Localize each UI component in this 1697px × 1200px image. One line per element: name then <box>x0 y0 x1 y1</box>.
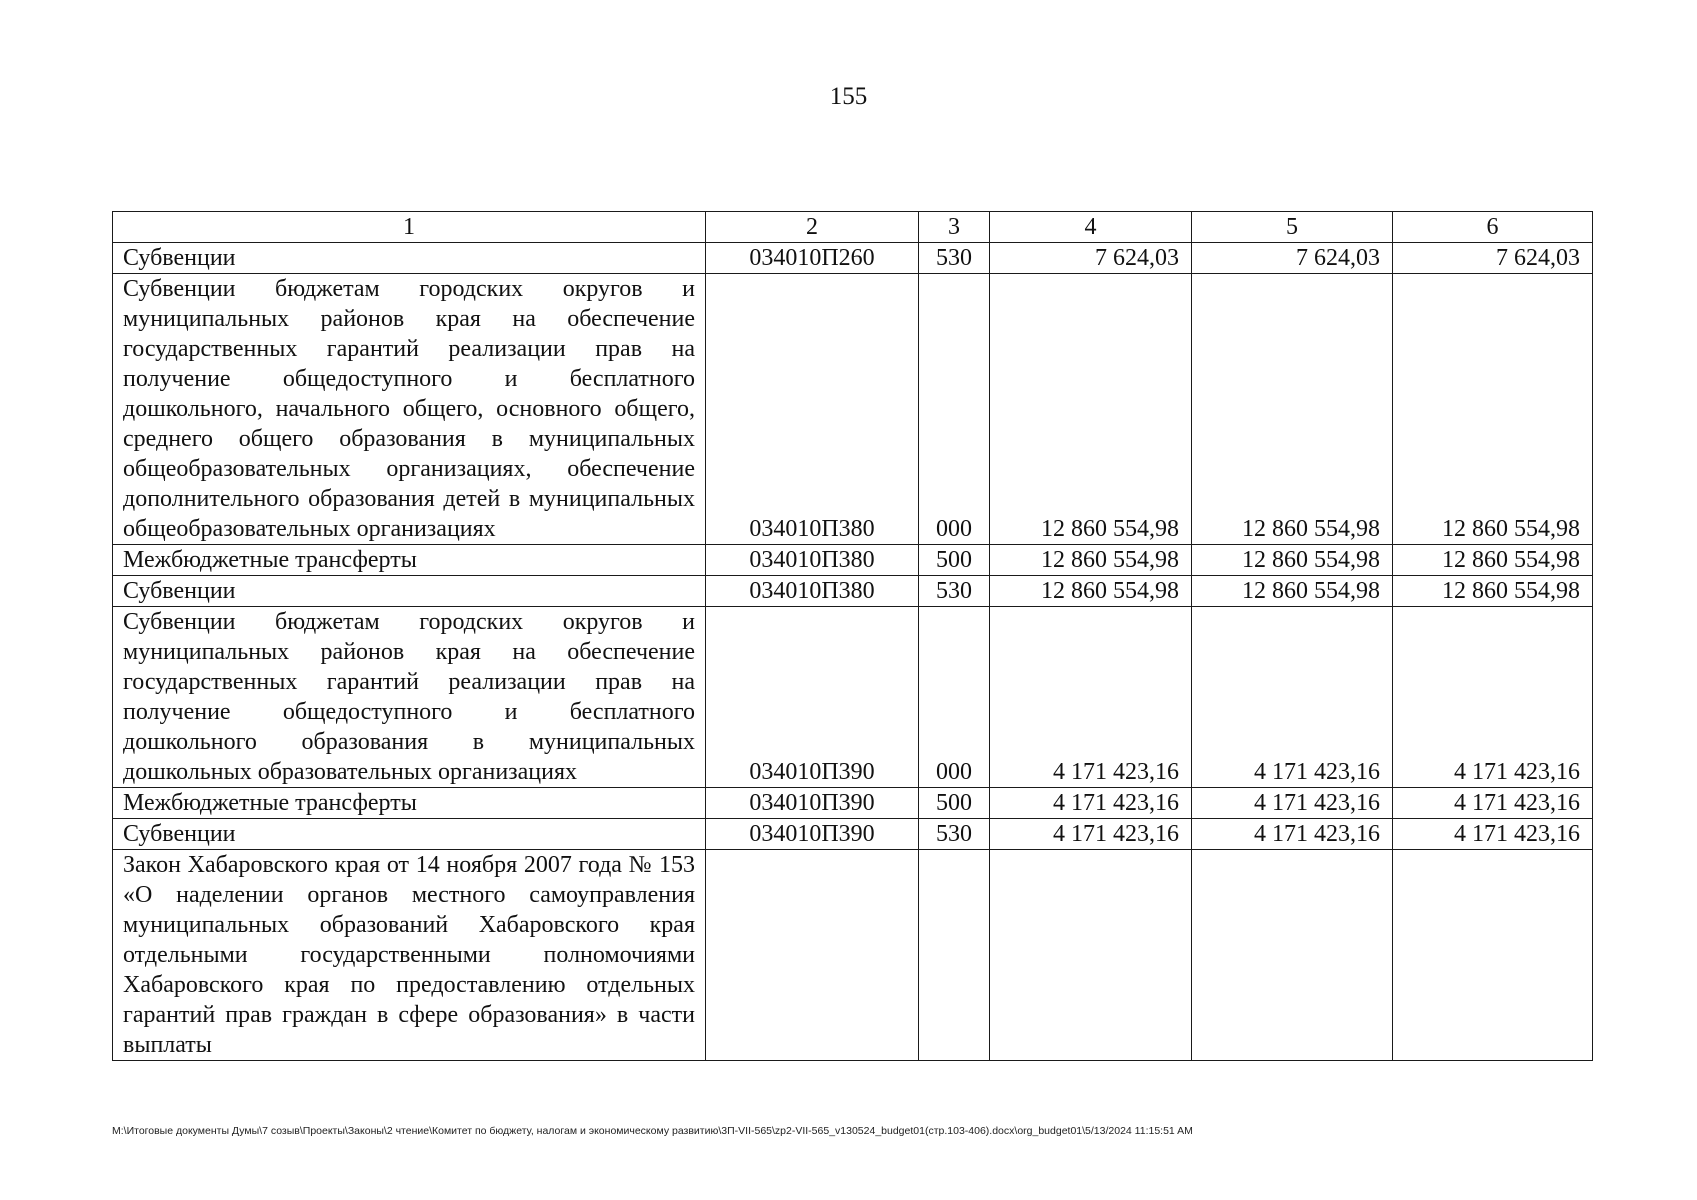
row-amount-4 <box>990 850 1192 1061</box>
row-amount-5: 12 860 554,98 <box>1192 576 1393 607</box>
table-header-row <box>113 212 1593 243</box>
row-amount-4: 12 860 554,98 <box>990 576 1192 607</box>
table-row <box>113 819 1593 850</box>
row-expense-type: 500 <box>919 545 990 576</box>
row-amount-6: 4 171 423,16 <box>1393 819 1593 850</box>
row-code: 034010П380 <box>706 274 919 545</box>
row-name: Закон Хабаровского края от 14 ноября 2007 года № 153 «О наделении органов местного самоуправления муниципальных образований Хабаровского края отдельными государственными полномочиями Хабаровского края по предоставлению отдельных гарантий прав граждан в сфере образования» в части выплаты <box>113 850 706 1061</box>
row-expense-type: 000 <box>919 607 990 788</box>
row-amount-5: 12 860 554,98 <box>1192 274 1393 545</box>
row-expense-type: 530 <box>919 243 990 274</box>
row-name: Субвенции <box>113 819 706 850</box>
column-header-6: 6 <box>1393 212 1593 243</box>
row-code: 034010П260 <box>706 243 919 274</box>
row-expense-type: 000 <box>919 274 990 545</box>
row-code <box>706 850 919 1061</box>
column-header-4: 4 <box>990 212 1192 243</box>
table-row <box>113 243 1593 274</box>
row-name: Субвенции <box>113 576 706 607</box>
row-amount-5: 4 171 423,16 <box>1192 788 1393 819</box>
budget-table <box>112 211 1593 1061</box>
row-name: Субвенции <box>113 243 706 274</box>
row-code: 034010П390 <box>706 607 919 788</box>
row-code: 034010П380 <box>706 545 919 576</box>
row-amount-4: 12 860 554,98 <box>990 545 1192 576</box>
row-amount-6: 12 860 554,98 <box>1393 545 1593 576</box>
row-amount-5 <box>1192 850 1393 1061</box>
column-header-2: 2 <box>706 212 919 243</box>
row-code: 034010П380 <box>706 576 919 607</box>
table-row <box>113 545 1593 576</box>
row-code: 034010П390 <box>706 788 919 819</box>
row-amount-4: 4 171 423,16 <box>990 788 1192 819</box>
row-code: 034010П390 <box>706 819 919 850</box>
row-amount-5: 4 171 423,16 <box>1192 607 1393 788</box>
row-amount-5: 4 171 423,16 <box>1192 819 1393 850</box>
column-header-3: 3 <box>919 212 990 243</box>
column-header-5: 5 <box>1192 212 1393 243</box>
row-expense-type: 530 <box>919 576 990 607</box>
table-row <box>113 576 1593 607</box>
row-amount-6: 12 860 554,98 <box>1393 576 1593 607</box>
table-row <box>113 274 1593 545</box>
row-amount-6: 7 624,03 <box>1393 243 1593 274</box>
row-amount-4: 12 860 554,98 <box>990 274 1192 545</box>
table-row <box>113 788 1593 819</box>
document-path-footer: M:\Итоговые документы Думы\7 созыв\Проекты\Законы\2 чтение\Комитет по бюджету, налогам и экономическому развитию\3П-VII-565\zp2-VII-565_v130524_budget01(стр.103-406).docx\org_budget01\5/13/2024 11:15:51 AM <box>112 1125 1193 1137</box>
row-name: Межбюджетные трансферты <box>113 545 706 576</box>
row-amount-6 <box>1393 850 1593 1061</box>
row-expense-type: 530 <box>919 819 990 850</box>
table-row <box>113 850 1593 1061</box>
row-expense-type: 500 <box>919 788 990 819</box>
row-amount-5: 7 624,03 <box>1192 243 1393 274</box>
row-name: Субвенции бюджетам городских округов и муниципальных районов края на обеспечение государственных гарантий реализации прав на получение общедоступного и бесплатного дошкольного, начального общего, основного общего, среднего общего образования в муниципальных общеобразовательных организациях, обеспечение дополнительного образования детей в муниципальных общеобразовательных организациях <box>113 274 706 545</box>
row-amount-6: 4 171 423,16 <box>1393 607 1593 788</box>
row-amount-4: 7 624,03 <box>990 243 1192 274</box>
row-amount-5: 12 860 554,98 <box>1192 545 1393 576</box>
row-name: Субвенции бюджетам городских округов и муниципальных районов края на обеспечение государственных гарантий реализации прав на получение общедоступного и бесплатного дошкольного образования в муниципальных дошкольных образовательных организациях <box>113 607 706 788</box>
row-amount-4: 4 171 423,16 <box>990 607 1192 788</box>
column-header-1: 1 <box>113 212 706 243</box>
row-name: Межбюджетные трансферты <box>113 788 706 819</box>
row-amount-4: 4 171 423,16 <box>990 819 1192 850</box>
row-amount-6: 4 171 423,16 <box>1393 788 1593 819</box>
page-number: 155 <box>829 83 868 110</box>
row-expense-type <box>919 850 990 1061</box>
row-amount-6: 12 860 554,98 <box>1393 274 1593 545</box>
table-row <box>113 607 1593 788</box>
